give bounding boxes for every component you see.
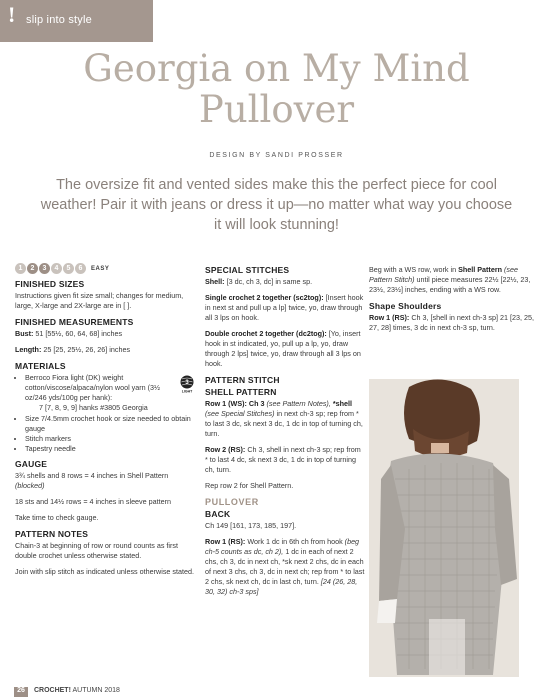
special-stitches-heading: SPECIAL STITCHES: [205, 265, 290, 275]
back-row-1: Row 1 (RS): Work 1 dc in 6th ch from hook (beg ch-5 counts as dc, ch 2), 1 dc in each of next 2 chs, ch 3, dc in next ch, *sk next 2 chs, dc in each of next 3 chs, ch 3, dc in next ch; rep from * to last 2 chs, sk next ch, dc in last ch, turn. [24 (26, 28, 30, 32) ch-3 sps]: [205, 537, 365, 596]
shoulders-row-1: Row 1 (RS): Ch 3, [shell in next ch-3 sp] 21 [23, 25, 27, 28] times, 3 dc in next ch-3 sp, turn.: [369, 313, 534, 332]
dc2tog-definition: Double crochet 2 together (dc2tog): [Yo, insert hook in st indicated, yo, pull up a lp, yo, draw through 2 lps] twice, yo, draw through all 3 lps on hook.: [205, 329, 361, 368]
pattern-title: [0, 48, 553, 130]
section-banner: [0, 0, 153, 42]
pattern-stitch-heading: PATTERN STITCH: [205, 375, 280, 385]
shape-shoulders-heading: Shape Shoulders: [369, 301, 442, 311]
pullover-heading: PULLOVER: [205, 497, 259, 507]
back-chain: Ch 149 [161, 173, 185, 197].: [205, 521, 297, 530]
skill-dot-3: 3: [39, 263, 50, 274]
yarn-weight-icon: [179, 375, 195, 393]
intro-text: The oversize fit and vented sides make this the perfect piece for cool weather! Pair it with jeans or dress it up—no matter what way you choose it will look stunning!: [40, 177, 513, 233]
shell-definition: Shell: [3 dc, ch 3, dc] in same sp.: [205, 277, 313, 286]
model-photo: [369, 379, 519, 677]
shell-pattern-row-1: Row 1 (WS): Ch 3 (see Pattern Notes), *shell (see Special Stitches) in next ch-3 sp; rep from * to last 3 dc, sk next 3 dc, 1 dc in top of turning ch, turn.: [205, 399, 363, 438]
page-footer: [14, 687, 120, 697]
materials-list: [15, 414, 195, 454]
yarn-row: [15, 373, 195, 418]
finished-sizes-heading: FINISHED SIZES: [15, 279, 85, 289]
yarn-item: • Berroco Fiora light (DK) weight cotton/viscose/alpaca/nylon wool yarn (3½ oz/246 yds/100g per hank): 7 [7, 8, 9, 9] hanks #3805 Georgia: [25, 373, 179, 413]
back-heading: BACK: [205, 509, 231, 519]
gauge-line-1: 3¾ shells and 8 rows = 4 inches in Shell Pattern (blocked): [15, 471, 169, 490]
sc2tog-definition: Single crochet 2 together (sc2tog): [Insert hook in next st and pull up a lp] twice, yo, draw through all 3 lps on hook.: [205, 293, 364, 322]
yarn-amount: 7 [7, 8, 9, 9] hanks #3805 Georgia: [39, 403, 148, 412]
title-line-2: Pullover: [198, 88, 355, 131]
column-3: [369, 265, 534, 339]
designer-credit: DESIGN BY SANDI PROSSER: [209, 152, 344, 159]
gauge-heading: GAUGE: [15, 459, 48, 469]
shell-pattern-row-2: Row 2 (RS): Ch 3, shell in next ch-3 sp; rep from * to last 4 dc, sk next 3 dc, 1 dc in top of turning ch, turn.: [205, 445, 361, 474]
bust-measurement: Bust: 51 [55½, 60, 64, 68] inches: [15, 329, 123, 338]
column-1: [15, 263, 195, 583]
pattern-notes-heading: PATTERN NOTES: [15, 529, 89, 539]
column-2: [205, 265, 365, 603]
skill-dot-2: 2: [27, 263, 38, 274]
pattern-note-2: Join with slip stitch as indicated unless otherwise stated.: [15, 567, 194, 576]
finished-measurements-heading: FINISHED MEASUREMENTS: [15, 317, 134, 327]
shell-pattern-heading: SHELL PATTERN: [205, 387, 277, 397]
magazine-name: CROCHET!: [33, 687, 71, 694]
yarn-weight-number: 3: [185, 380, 189, 386]
skill-dot-5: 5: [63, 263, 74, 274]
shell-pattern-repeat: Rep row 2 for Shell Pattern.: [205, 481, 294, 490]
materials-heading: MATERIALS: [15, 361, 66, 371]
finished-sizes-text: Instructions given fit size small; changes for medium, large, X-large and 2X-large are in [ ].: [15, 291, 184, 310]
skill-dot-1: 1: [15, 263, 26, 274]
issue-date: AUTUMN 2018: [72, 687, 120, 694]
pattern-note-1: Chain-3 at beginning of row or round counts as first double crochet unless otherwise stated.: [15, 541, 179, 560]
length-measurement: Length: 25 [25, 25½, 26, 26] inches: [15, 345, 131, 354]
material-item: • Size 7/4.5mm crochet hook or size needed to obtain gauge: [25, 414, 195, 434]
material-item: • Stitch markers: [25, 434, 195, 444]
gauge-line-3: Take time to check gauge.: [15, 513, 99, 522]
shell-pattern-instruction: Beg with a WS row, work in Shell Pattern (see Pattern Stitch) until piece measures 22½ [22½, 23, 23½, 23½] inches, ending with a WS row.: [369, 265, 531, 294]
skill-level: [15, 263, 195, 274]
material-item: • Tapestry needle: [25, 444, 195, 454]
section-label: slip into style: [26, 14, 92, 26]
title-line-1: Georgia on My Mind: [83, 47, 470, 90]
model-illustration: [369, 379, 519, 677]
skill-dot-4: 4: [51, 263, 62, 274]
page-number: 26: [14, 687, 28, 697]
yarn-list: [15, 373, 179, 413]
exclamation-icon: !: [8, 2, 16, 27]
yarn-weight-label: LIGHT: [181, 389, 193, 393]
skill-dot-6: 6: [75, 263, 86, 274]
skill-label: EASY: [91, 265, 110, 272]
gauge-line-2: 18 sts and 14½ rows = 4 inches in sleeve pattern: [15, 497, 172, 506]
